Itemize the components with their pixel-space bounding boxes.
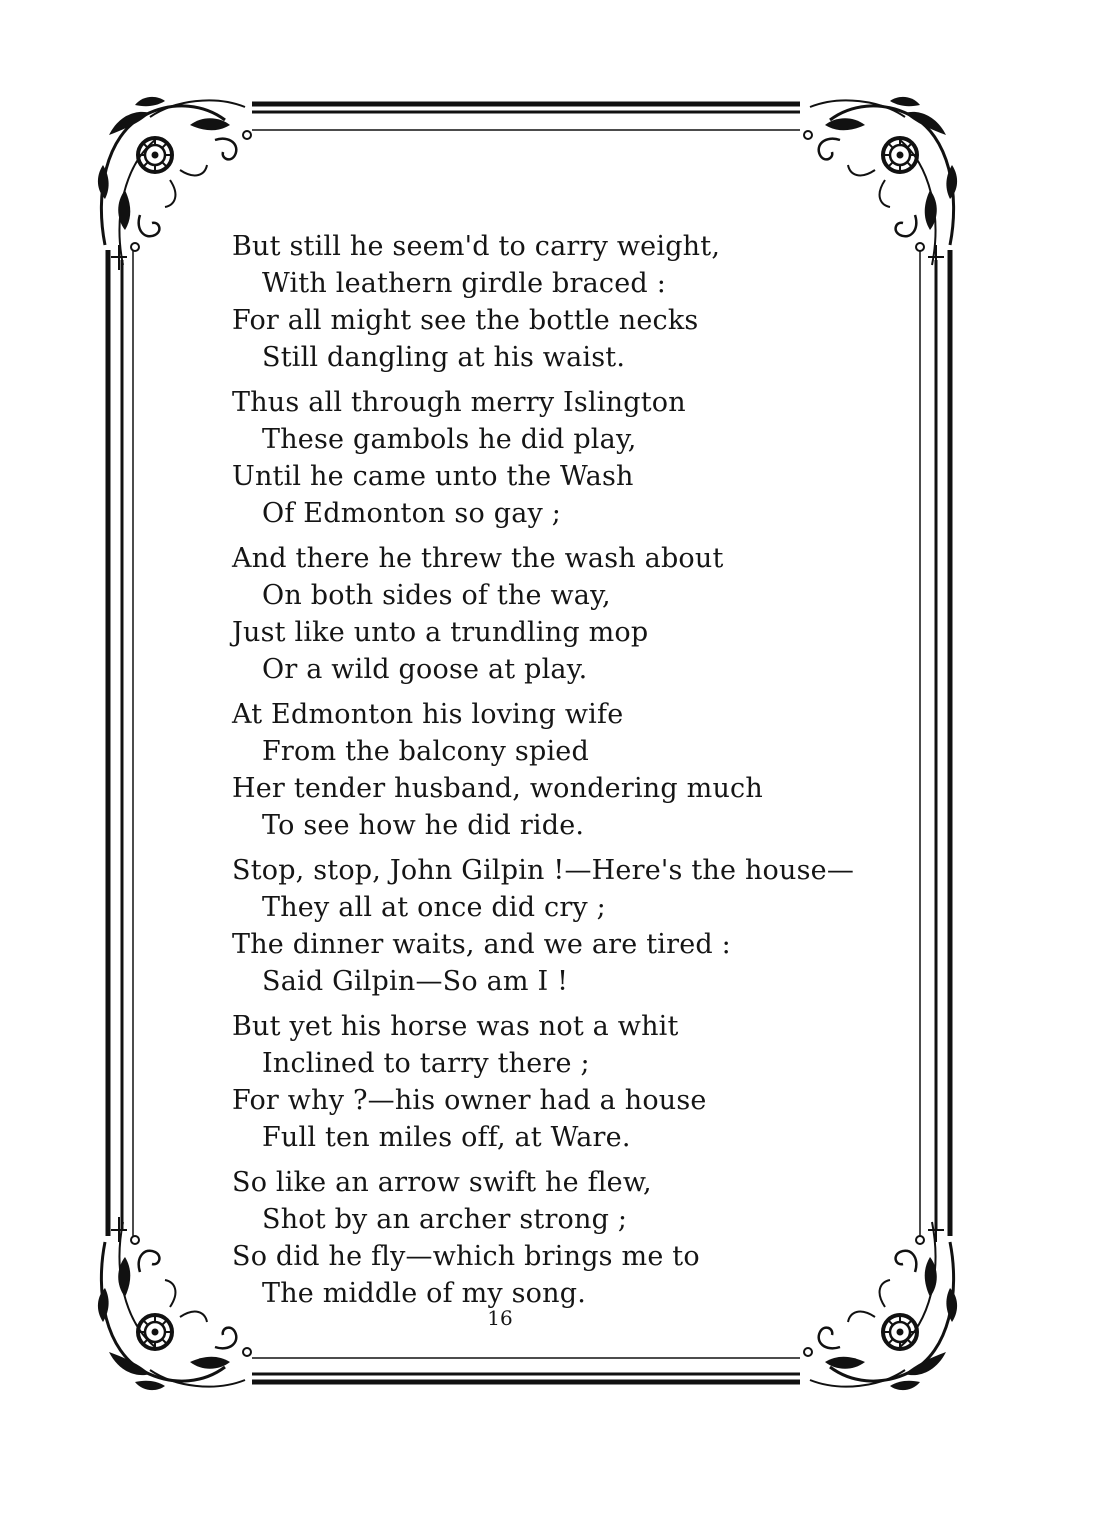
poem-line: Shot by an archer strong ; [262, 1204, 628, 1235]
stanza [232, 1164, 852, 1312]
poem-line: The middle of my song. [262, 1278, 586, 1309]
poem-line: Her tender husband, wondering much [232, 773, 763, 804]
stanza [232, 384, 852, 532]
poem-line: Still dangling at his waist. [262, 342, 626, 373]
poem-line: With leathern girdle braced : [262, 268, 666, 299]
poem-line: Said Gilpin—So am I ! [262, 966, 569, 997]
poem-line: For all might see the bottle necks [232, 305, 699, 336]
poem-text [232, 228, 855, 1320]
poem-line: Or a wild goose at play. [262, 654, 588, 685]
poem-line: But still he seem'd to carry weight, [232, 231, 721, 262]
stanza [232, 1008, 852, 1156]
poem-line: Thus all through merry Islington [232, 387, 686, 418]
page-number: 16 [487, 1306, 513, 1330]
poem-line: The dinner waits, and we are tired : [232, 929, 731, 960]
poem-line: Inclined to tarry there ; [262, 1048, 590, 1079]
poem-line: They all at once did cry ; [262, 892, 606, 923]
stanza [232, 228, 852, 376]
stanza [232, 696, 852, 844]
poem-line: At Edmonton his loving wife [232, 699, 624, 730]
poem-line: Of Edmonton so gay ; [262, 498, 562, 529]
poem-line: But yet his horse was not a whit [232, 1011, 679, 1042]
poem-line: So like an arrow swift he flew, [232, 1167, 652, 1198]
poem-line: And there he threw the wash about [232, 543, 724, 574]
poem-line: Just like unto a trundling mop [232, 617, 649, 648]
poem-line: Stop, stop, John Gilpin !—Here's the house— [232, 855, 855, 886]
poem-line: So did he fly—which brings me to [232, 1241, 700, 1272]
poem-line: From the balcony spied [262, 736, 589, 767]
poem-line: These gambols he did play, [262, 424, 637, 455]
stanza [232, 540, 852, 688]
poem-line: Full ten miles off, at Ware. [262, 1122, 631, 1153]
poem-line: On both sides of the way, [262, 580, 611, 611]
poem-line: For why ?—his owner had a house [232, 1085, 707, 1116]
poem-line: To see how he did ride. [262, 810, 585, 841]
poem-line: Until he came unto the Wash [232, 461, 634, 492]
stanza [232, 852, 855, 1000]
